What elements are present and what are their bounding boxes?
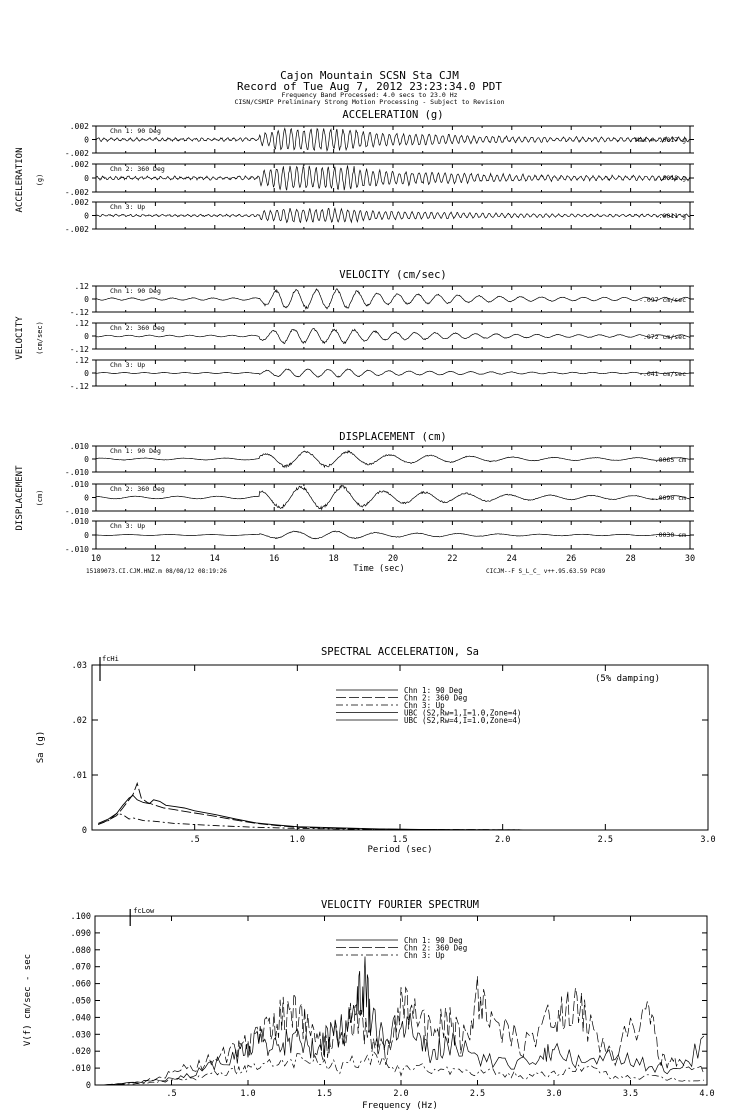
x-tick-label: 16 xyxy=(269,554,280,564)
y-tick-label: .002 xyxy=(69,122,89,131)
y-tick-label: .020 xyxy=(70,1047,91,1058)
spectrum-line xyxy=(103,1052,704,1086)
legend-entry: Chn 2: 360 Deg xyxy=(404,943,468,953)
legend-entry: UBC (S2,Rw=4,I=1.0,Zone=4) xyxy=(404,716,522,725)
plot-frame xyxy=(92,665,708,830)
legend-entry: Chn 3: Up xyxy=(404,701,445,710)
legend-entry: Chn 2: 360 Deg xyxy=(404,693,468,703)
x-tick-label: .5 xyxy=(189,835,200,845)
legend-entry: Chn 1: 90 Deg xyxy=(404,686,463,695)
trace-channel-label: Chn 2: 360 Deg xyxy=(110,485,165,493)
panel-title: VELOCITY (cm/sec) xyxy=(339,269,447,281)
x-tick-label: 3.0 xyxy=(700,835,716,845)
waveform-trace xyxy=(96,531,690,539)
trace-channel-label: Chn 1: 90 Deg xyxy=(110,127,161,135)
y-tick-label: 0 xyxy=(84,455,89,464)
y-tick-label: -.010 xyxy=(64,545,89,554)
y-tick-label: 0 xyxy=(81,826,87,836)
x-tick-label: 18 xyxy=(328,554,339,564)
y-tick-label: .12 xyxy=(74,319,89,328)
x-tick-label: .5 xyxy=(166,1089,177,1099)
fc-marker-label: fcLow xyxy=(133,907,155,915)
y-tick-label: .010 xyxy=(70,1064,91,1075)
y-axis-unit: (cm/sec) xyxy=(36,321,44,355)
y-tick-label: -.002 xyxy=(64,149,89,158)
trace-channel-label: Chn 3: Up xyxy=(110,361,146,369)
y-tick-label: .010 xyxy=(69,480,89,489)
y-tick-label: .010 xyxy=(69,442,89,451)
y-tick-label: 0 xyxy=(84,295,89,304)
trace-channel-label: Chn 2: 360 Deg xyxy=(110,324,165,332)
y-tick-label: .060 xyxy=(70,979,91,990)
x-tick-label: 1.0 xyxy=(240,1089,256,1099)
waveform-trace xyxy=(96,451,690,468)
y-tick-label: -.12 xyxy=(69,382,89,391)
trace-peak-label: .0065 cm xyxy=(654,456,686,464)
y-tick-label: .090 xyxy=(70,928,91,939)
y-tick-label: .030 xyxy=(70,1030,91,1041)
panel-title: VELOCITY FOURIER SPECTRUM xyxy=(320,899,480,911)
y-axis-label: V(f) cm/sec - sec xyxy=(23,953,33,1047)
y-tick-label: .12 xyxy=(74,282,89,291)
y-tick-label: .01 xyxy=(71,771,87,781)
x-tick-label: 14 xyxy=(209,554,220,564)
record-time: Record of Tue Aug 7, 2012 23:23:34.0 PDT xyxy=(237,80,502,93)
x-tick-label: 10 xyxy=(90,554,102,564)
x-tick-label: 3.5 xyxy=(622,1089,639,1099)
trace-channel-label: Chn 3: Up xyxy=(110,203,146,211)
x-tick-label: 2.5 xyxy=(469,1089,486,1099)
waveform-trace xyxy=(96,485,690,509)
footer-right: CICJM--F S_L_C_ v++.95.63.59 PC89 xyxy=(486,568,606,575)
y-tick-label: 0 xyxy=(84,493,89,503)
trace-peak-label: -.0018 g xyxy=(654,174,686,182)
y-tick-label: -.002 xyxy=(64,188,89,197)
x-tick-label: 2.0 xyxy=(393,1089,409,1099)
legend-entry: Chn 3: Up xyxy=(404,951,445,960)
x-tick-label: 12 xyxy=(150,554,161,564)
x-tick-label: 2.5 xyxy=(597,835,614,845)
spectrum-line xyxy=(103,957,704,1086)
x-tick-label: 28 xyxy=(625,554,636,564)
y-axis-unit: (cm) xyxy=(36,489,44,507)
x-axis-label: Time (sec) xyxy=(353,564,405,574)
waveform-trace xyxy=(96,208,690,222)
y-tick-label: .050 xyxy=(70,996,91,1007)
y-axis-label: Sa (g) xyxy=(36,730,46,764)
y-tick-label: .002 xyxy=(69,160,89,169)
x-tick-label: 20 xyxy=(387,554,399,564)
y-axis-unit: (g) xyxy=(36,173,44,187)
y-tick-label: 0 xyxy=(84,531,89,540)
damping-note: (5% damping) xyxy=(594,674,660,684)
y-axis-label: ACCELERATION xyxy=(15,147,25,213)
fc-marker-label: fcHi xyxy=(102,655,119,663)
trace-peak-label: .072 cm/sec xyxy=(642,333,686,341)
trace-channel-label: Chn 2: 360 Deg xyxy=(110,165,165,173)
trace-peak-label: -.097 cm/sec xyxy=(639,296,686,304)
x-axis-label: Period (sec) xyxy=(367,845,433,855)
y-tick-label: .070 xyxy=(70,962,91,973)
processing-note: CISN/CSMIP Preliminary Strong Motion Processing - Subject to Revision xyxy=(234,98,505,106)
y-tick-label: .080 xyxy=(70,945,91,956)
x-tick-label: 30 xyxy=(684,554,696,564)
y-axis-label: DISPLACEMENT xyxy=(15,465,25,531)
waveform-trace xyxy=(96,289,690,309)
y-tick-label: -.010 xyxy=(64,507,89,516)
waveform-trace xyxy=(96,369,690,377)
y-tick-label: 0 xyxy=(84,332,89,341)
trace-frame xyxy=(96,484,690,511)
panel-title: SPECTRAL ACCELERATION, Sa xyxy=(320,646,480,658)
frequency-band: Frequency Band Processed: 4.0 secs to 23.0 Hz xyxy=(281,91,458,99)
y-tick-label: .010 xyxy=(69,517,89,526)
footer-left: 15189073.CI.CJM.HNZ.m 08/08/12 08:19:26 xyxy=(86,568,227,575)
trace-peak-label: -.041 cm/sec xyxy=(639,370,686,378)
y-tick-label: -.002 xyxy=(64,225,89,234)
x-tick-label: 26 xyxy=(566,554,577,564)
y-tick-label: -.010 xyxy=(64,468,89,477)
y-tick-label: 0 xyxy=(84,135,89,145)
x-axis-label: Frequency (Hz) xyxy=(362,1101,438,1111)
x-tick-label: 1.5 xyxy=(316,1089,333,1099)
y-tick-label: 0 xyxy=(84,174,89,183)
trace-peak-label: Max = .0017 g xyxy=(635,136,686,144)
y-axis-label: VELOCITY xyxy=(15,316,25,360)
legend-entry: UBC (S2,Rw=1,I=1.0,Zone=4) xyxy=(404,708,522,718)
panel-title: DISPLACEMENT (cm) xyxy=(339,431,447,443)
x-tick-label: 1.5 xyxy=(392,835,408,845)
trace-channel-label: Chn 1: 90 Deg xyxy=(110,447,161,455)
x-tick-label: 3.0 xyxy=(546,1089,562,1099)
spectrum-line xyxy=(98,783,523,830)
y-tick-label: -.12 xyxy=(69,345,89,354)
spectrum-line xyxy=(98,795,523,830)
station-title: Cajon Mountain SCSN Sta CJM xyxy=(280,69,459,82)
y-tick-label: -.12 xyxy=(69,308,89,317)
x-tick-label: 22 xyxy=(447,554,458,564)
x-tick-label: 24 xyxy=(506,554,517,564)
y-tick-label: .040 xyxy=(70,1013,91,1024)
y-tick-label: .02 xyxy=(71,716,87,726)
trace-channel-label: Chn 1: 90 Deg xyxy=(110,287,161,295)
trace-channel-label: Chn 3: Up xyxy=(110,522,146,530)
x-tick-label: 4.0 xyxy=(699,1089,715,1099)
trace-peak-label: -.0090 cm xyxy=(650,494,686,502)
y-tick-label: 0 xyxy=(84,369,89,378)
waveform-trace xyxy=(96,165,690,190)
y-tick-label: 0 xyxy=(84,211,89,221)
panel-title: ACCELERATION (g) xyxy=(342,109,444,121)
waveform-trace xyxy=(96,328,690,343)
trace-peak-label: -.0030 cm xyxy=(650,531,686,539)
trace-peak-label: -.0011 g xyxy=(654,212,686,220)
y-tick-label: .002 xyxy=(69,198,89,207)
x-tick-label: 1.0 xyxy=(289,835,306,845)
y-tick-label: .100 xyxy=(70,912,91,922)
x-tick-label: 2.0 xyxy=(494,835,511,845)
legend-entry: Chn 1: 90 Deg xyxy=(404,936,463,945)
trace-frame xyxy=(96,126,690,153)
y-tick-label: 0 xyxy=(85,1081,91,1091)
waveform-trace xyxy=(96,128,690,150)
y-tick-label: .03 xyxy=(71,661,87,671)
y-tick-label: .12 xyxy=(74,356,89,365)
